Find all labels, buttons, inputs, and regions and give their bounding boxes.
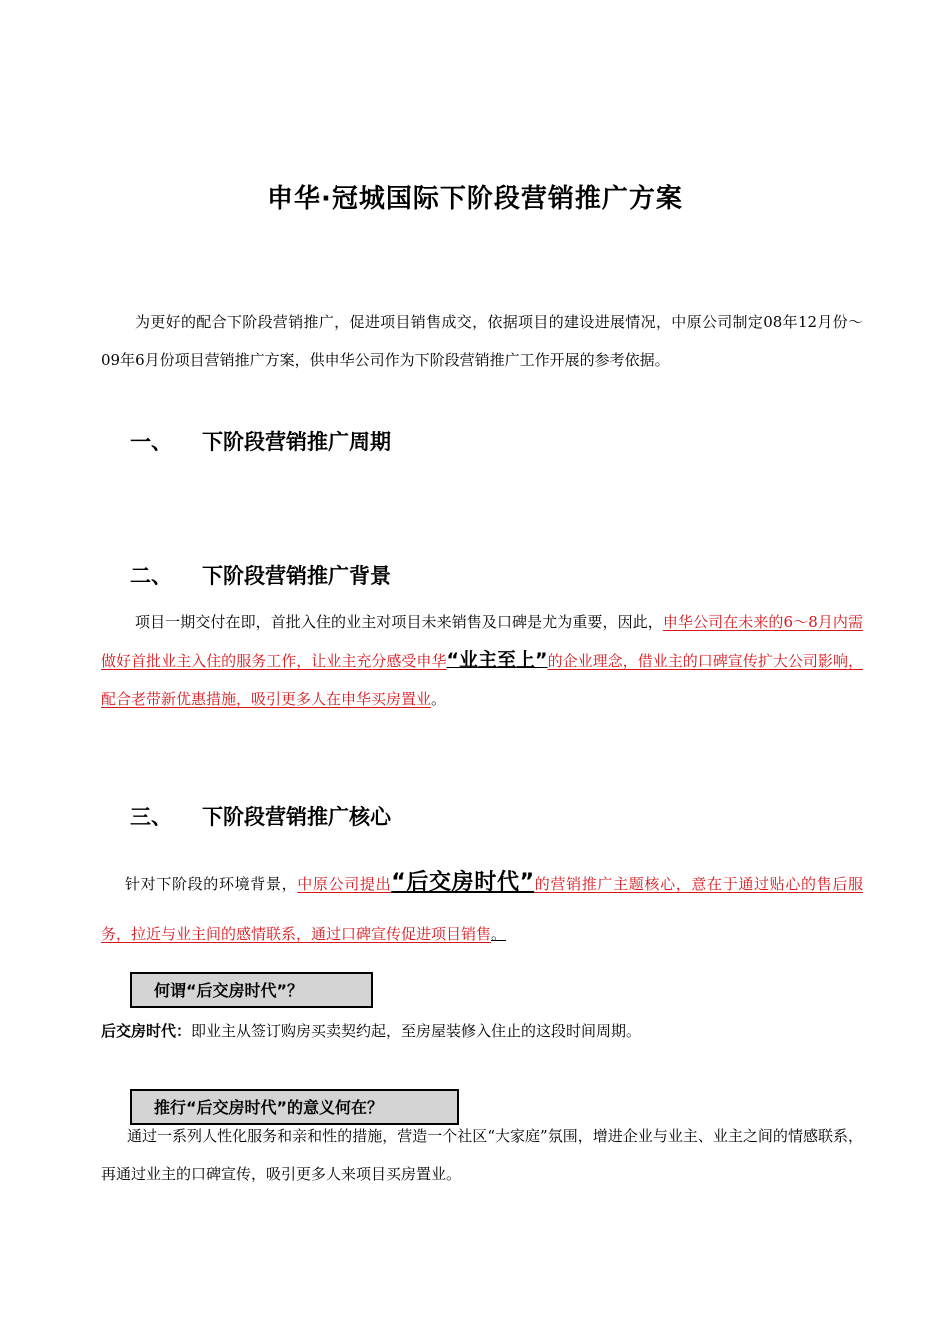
document-title: 申华·冠城国际下阶段营销推广方案 — [267, 184, 683, 214]
definition-text: 即业主从签订购房买卖契约起，至房屋装修入住止的这段时间周期。 — [191, 1022, 642, 1040]
background-lead: 项目一期交付在即，首批入住的业主对项目未来销售及口碑是尤为重要，因此， — [135, 613, 663, 631]
definition-paragraph — [101, 1012, 863, 1050]
section-heading-2 — [130, 560, 391, 590]
question-box-2: 推行“后交房时代”的意义何在？ — [130, 1089, 459, 1125]
core-highlight-1: 中原公司提出 — [297, 875, 392, 893]
core-paragraph — [101, 858, 863, 959]
section-number: 三、 — [130, 805, 172, 829]
definition-term: 后交房时代： — [101, 1022, 192, 1040]
core-end: 。 — [491, 925, 507, 943]
background-paragraph — [101, 603, 863, 718]
meaning-paragraph: 通过一系列人性化服务和亲和性的措施，营造一个社区“大家庭”氛围，增进企业与业主、业主之间的情感联系，再通过业主的口碑宣传，吸引更多人来项目买房置业。 — [101, 1127, 863, 1183]
core-highlight-2: 的营销推广主题核心，意在于通过贴心的售后服务，拉近与业主间的感情联系，通过口碑宣传促进项目销售 — [101, 875, 863, 943]
core-lead: 针对下阶段的环境背景， — [125, 875, 298, 893]
section-title: 下阶段营销推广核心 — [202, 805, 391, 829]
question-box-1: 何谓“后交房时代”？ — [130, 972, 373, 1008]
section-number: 二、 — [130, 564, 172, 588]
section-heading-3 — [130, 801, 391, 831]
intro-paragraph: 为更好的配合下阶段营销推广，促进项目销售成交，依据项目的建设进展情况，中原公司制定08年12月份～09年6月份项目营销推广方案，供申华公司作为下阶段营销推广工作开展的参考依据。 — [101, 313, 863, 369]
background-highlight-1: 申华公司在未来的6～8月内需做好首批业主入住的服务工作，让业主充分感受申华 — [101, 613, 863, 670]
section-title: 下阶段营销推广背景 — [202, 564, 391, 588]
background-quote: “业主至上” — [446, 649, 548, 671]
section-title: 下阶段营销推广周期 — [202, 430, 391, 454]
background-end: 。 — [431, 690, 447, 708]
section-number: 一、 — [130, 430, 172, 454]
core-quote: “后交房时代” — [391, 870, 535, 895]
background-highlight-2: 的企业理念，借业主的口碑宣传扩大公司影响，配合老带新优惠措施，吸引更多人在申华买房置业 — [101, 652, 863, 708]
section-heading-1 — [130, 426, 391, 456]
